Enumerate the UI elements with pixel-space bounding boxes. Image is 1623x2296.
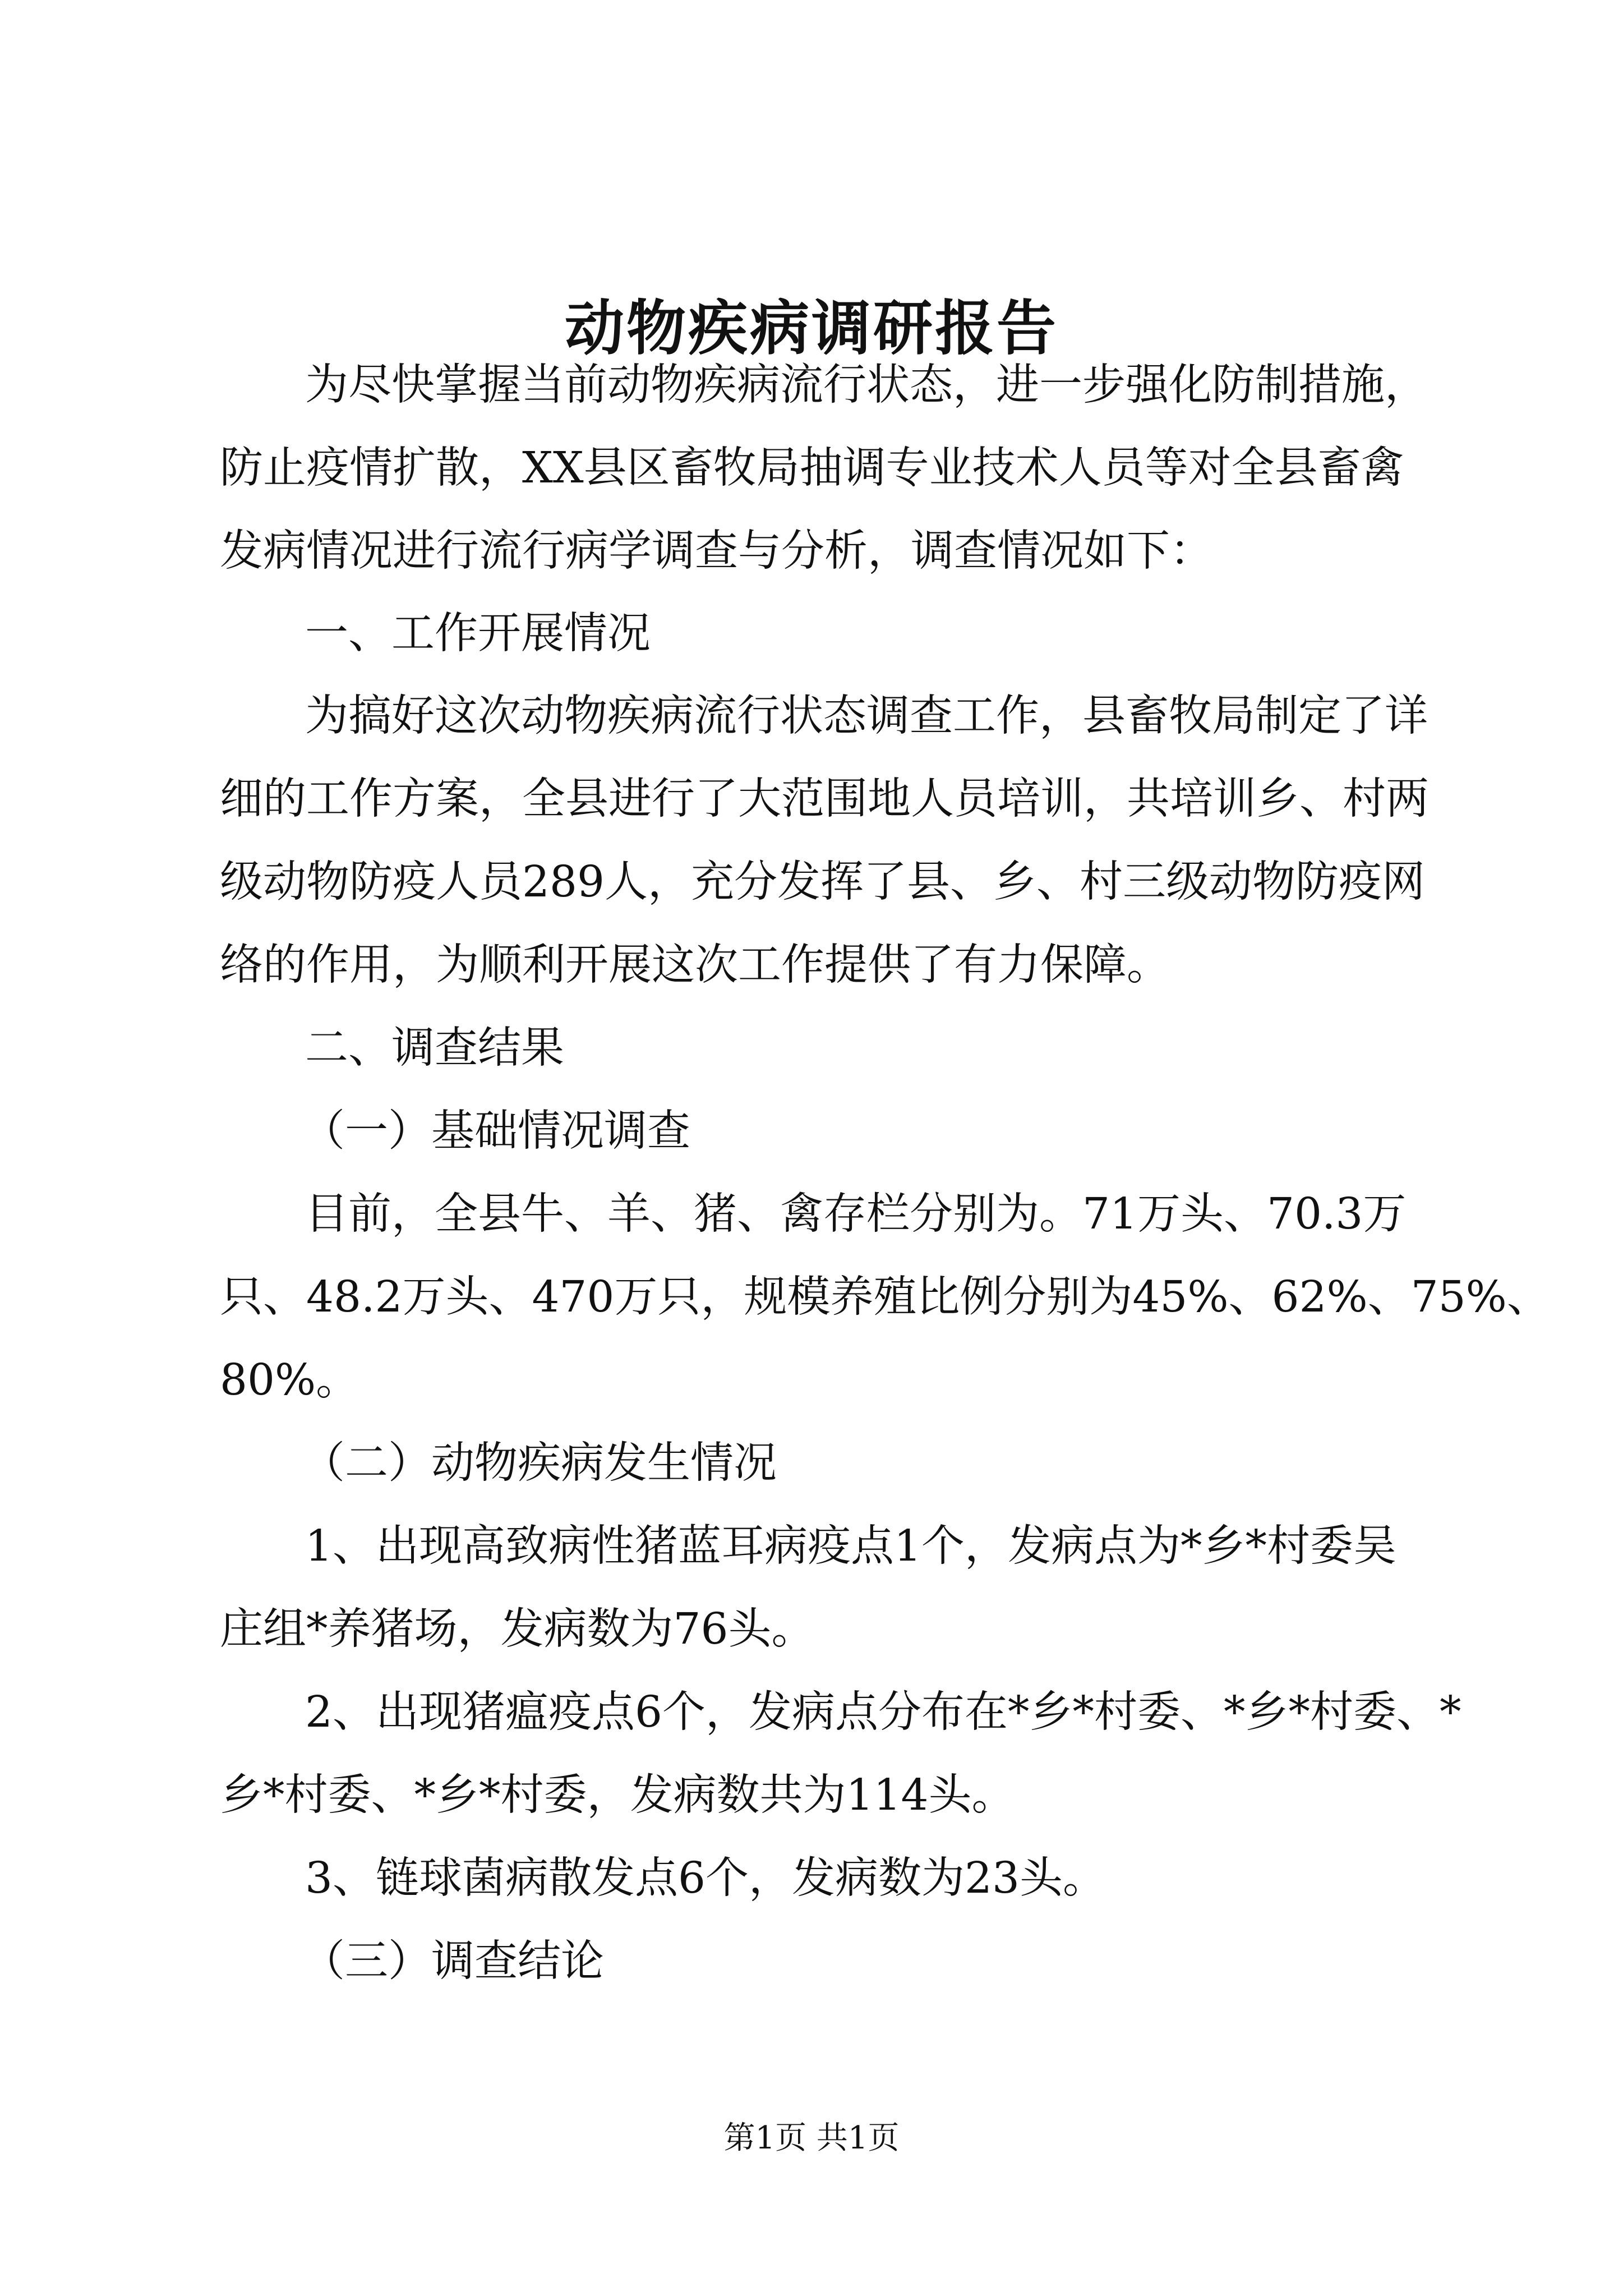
paragraph-line: 级动物防疫人员289人，充分发挥了县、乡、村三级动物防疫网	[220, 857, 1425, 907]
paragraph-line: 细的工作方案，全县进行了大范围地人员培训，共培训乡、村两	[220, 774, 1429, 824]
paragraph-line: 只、48.2万头、470万只，规模养殖比例分别为45%、62%、75%、	[220, 1272, 1550, 1322]
paragraph-line: 为尽快掌握当前动物疾病流行状态，进一步强化防制措施，	[305, 360, 1428, 410]
paragraph-line: 2、出现猪瘟疫点6个，发病点分布在*乡*村委、*乡*村委、*	[305, 1687, 1461, 1737]
subsection-heading: （二）动物疾病发生情况	[302, 1438, 777, 1488]
section-heading: 一、工作开展情况	[305, 609, 651, 659]
section-heading: 二、调查结果	[305, 1023, 564, 1073]
subsection-heading: （一）基础情况调查	[302, 1106, 690, 1156]
page-footer: 第1页 共1页	[723, 2120, 900, 2156]
paragraph-line: 防止疫情扩散，XX县区畜牧局抽调专业技术人员等对全县畜禽	[220, 443, 1404, 493]
paragraph-line: 络的作用，为顺利开展这次工作提供了有力保障。	[220, 940, 1170, 990]
document-title: 动物疾病调研报告	[565, 293, 1058, 363]
paragraph-line: 为搞好这次动物疾病流行状态调查工作，县畜牧局制定了详	[305, 691, 1428, 741]
paragraph-line: 目前，全县牛、羊、猪、禽存栏分别为。71万头、70.3万	[305, 1189, 1407, 1239]
paragraph-line: 庄组*养猪场，发病数为76头。	[220, 1604, 815, 1654]
paragraph-line: 80%。	[220, 1355, 359, 1405]
paragraph-line: 乡*村委、*乡*村委，发病数共为114头。	[220, 1770, 1015, 1820]
paragraph-line: 发病情况进行流行病学调查与分析，调查情况如下：	[220, 526, 1213, 576]
paragraph-line: 1、出现高致病性猪蓝耳病疫点1个，发病点为*乡*村委吴	[305, 1521, 1396, 1571]
paragraph-line: 3、链球菌病散发点6个，发病数为23头。	[305, 1853, 1106, 1903]
subsection-heading: （三）调查结论	[302, 1936, 604, 1986]
